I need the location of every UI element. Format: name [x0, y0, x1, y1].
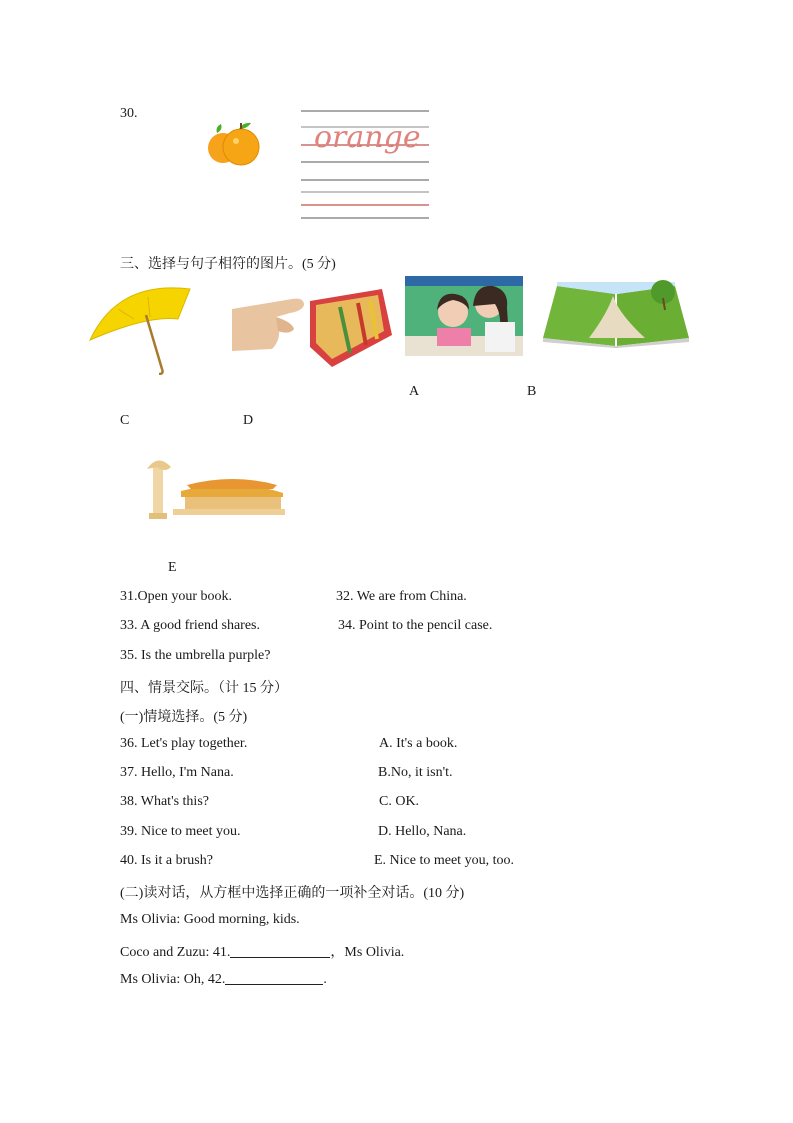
sentence-34: 34. Point to the pencil case.: [338, 618, 493, 633]
tiananmen-image: [143, 455, 285, 521]
picture-label-c: C: [120, 413, 130, 428]
umbrella-image: [88, 285, 194, 375]
answer-blank-42[interactable]: [225, 970, 323, 985]
sentence-32: 32. We are from China.: [336, 589, 467, 604]
sentence-35: 35. Is the umbrella purple?: [120, 648, 271, 663]
dialogue-line-3-prefix: Ms Olivia: Oh, 42.: [120, 972, 226, 987]
dialogue-line-3: [120, 970, 327, 988]
question-36: 36. Let's play together.: [120, 736, 248, 751]
dialogue-line-2-prefix: Coco and Zuzu: 41.: [120, 945, 231, 960]
dialogue-line-2: [120, 941, 404, 961]
handwriting-lines: [301, 108, 429, 220]
question-38: 38. What's this?: [120, 794, 209, 809]
orange-image: [203, 118, 263, 168]
dialogue-line-1: Ms Olivia: Good morning, kids.: [120, 912, 300, 927]
question-39: 39. Nice to meet you.: [120, 824, 241, 839]
question-40: 40. Is it a brush?: [120, 853, 213, 868]
question-37: 37. Hello, I'm Nana.: [120, 765, 234, 780]
option-e: E. Nice to meet you, too.: [374, 853, 514, 868]
section-4-part-1-title: (一)情境选择。(5 分): [120, 710, 248, 725]
option-d: D. Hello, Nana.: [378, 824, 467, 839]
sentence-31: 31.Open your book.: [120, 589, 232, 604]
picture-label-b: B: [527, 384, 537, 399]
section-4-part-2-title: (二)读对话，从方框中选择正确的一项补全对话。(10 分): [120, 886, 465, 901]
picture-label-e: E: [168, 560, 177, 575]
picture-label-a: A: [409, 384, 420, 399]
picture-label-d: D: [243, 413, 254, 428]
dialogue-line-3-suffix: .: [323, 972, 327, 987]
option-a: A. It's a book.: [379, 736, 458, 751]
section-4-title: 四、情景交际。（计 15 分）: [120, 681, 288, 696]
dialogue-line-2-suffix: ，Ms Olivia.: [330, 945, 405, 960]
section-3-title: 三、选择与句子相符的图片。(5 分): [120, 257, 336, 272]
pencil-case-pointing-image: [232, 287, 394, 369]
sentence-33: 33. A good friend shares.: [120, 618, 260, 633]
girls-whispering-image: [405, 276, 523, 356]
option-b: B.No, it isn't.: [378, 765, 453, 780]
option-c: C. OK.: [379, 794, 420, 809]
answer-blank-41[interactable]: [230, 943, 330, 958]
orange-handwritten-word: orange: [314, 120, 421, 155]
question-number-30: 30.: [120, 106, 138, 121]
open-book-image: [541, 280, 691, 348]
